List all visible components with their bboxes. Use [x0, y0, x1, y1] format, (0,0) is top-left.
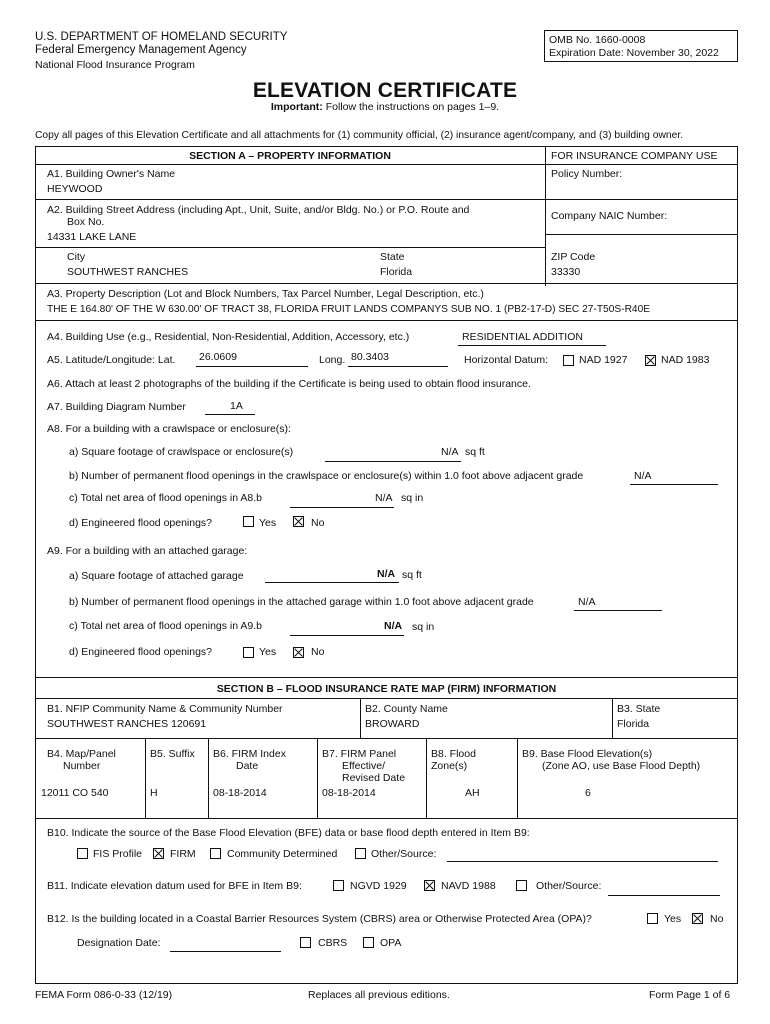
ngvd-1929-label: NGVD 1929 [350, 880, 407, 892]
a8a-crawlspace-sqft-field[interactable]: N/A [441, 446, 459, 458]
policy-number-label: Policy Number: [551, 168, 623, 180]
nad-1983-checkbox[interactable] [645, 355, 656, 366]
important-note [0, 101, 770, 113]
b8-label-cont: Zone(s) [431, 760, 468, 772]
form-title: ELEVATION CERTIFICATE [252, 79, 518, 102]
latitude-field[interactable]: 26.0609 [199, 351, 237, 363]
nad-1983-label: NAD 1983 [661, 354, 710, 366]
replaces-note: Replaces all previous editions. [308, 989, 450, 1001]
longitude-field[interactable]: 80.3403 [351, 351, 389, 363]
b4-label: B4. Map/Panel [47, 748, 116, 760]
cbrs-checkbox[interactable] [300, 937, 311, 948]
b11-label: B11. Indicate elevation datum used for BFE in Item B9: [47, 880, 302, 892]
b12-label: B12. Is the building located in a Coastal Barrier Resources System (CBRS) area or Otherwise Protected Area (OPA)? [47, 913, 592, 925]
form-number: FEMA Form 086-0-33 (12/19) [35, 989, 173, 1001]
city-field[interactable]: SOUTHWEST RANCHES [67, 266, 189, 278]
firm-checkbox[interactable] [153, 848, 164, 859]
opa-checkbox[interactable] [363, 937, 374, 948]
a9d-no-checkbox[interactable] [293, 647, 304, 658]
section-a-title: SECTION A – PROPERTY INFORMATION [189, 150, 391, 162]
a8b-label: b) Number of permanent flood openings in the crawlspace or enclosure(s) within 1.0 foot above adjacent grade [69, 470, 584, 482]
a3-label: A3. Property Description (Lot and Block Numbers, Tax Parcel Number, Legal Description, etc.) [47, 288, 484, 300]
zip-field[interactable]: 33330 [551, 266, 581, 278]
a9b-openings-field[interactable]: N/A [578, 596, 596, 608]
b7-label-cont2: Revised Date [342, 772, 406, 784]
navd-1988-checkbox[interactable] [424, 880, 435, 891]
b1-community-field[interactable]: SOUTHWEST RANCHES 120691 [47, 718, 207, 730]
b7-label-cont: Effective/ [342, 760, 385, 772]
a8d-yes-label: Yes [259, 517, 277, 529]
omb-box [544, 30, 738, 62]
a9a-label: a) Square footage of attached garage [69, 570, 244, 582]
a6-label: A6. Attach at least 2 photographs of the building if the Certificate is being used to obtain flood insurance. [47, 378, 531, 390]
a4-label: A4. Building Use (e.g., Residential, Non-Residential, Addition, Accessory, etc.) [47, 331, 410, 343]
a8c-net-area-field[interactable]: N/A [375, 492, 393, 504]
important-label: Important: [270, 101, 323, 113]
b4-label-cont: Number [63, 760, 101, 772]
b3-state-field[interactable]: Florida [617, 718, 650, 730]
a9c-label: c) Total net area of flood openings in A9.b [69, 620, 263, 632]
b8-flood-zone-field[interactable]: AH [465, 787, 480, 799]
a8c-unit: sq in [401, 492, 424, 504]
a8b-openings-field[interactable]: N/A [634, 470, 652, 482]
b9-bfe-field[interactable]: 6 [585, 787, 591, 799]
community-determined-checkbox[interactable] [210, 848, 221, 859]
b12-yes-checkbox[interactable] [647, 913, 658, 924]
cbrs-label: CBRS [318, 937, 348, 949]
agency-name: U.S. DEPARTMENT OF HOMELAND SECURITY [35, 31, 288, 43]
opa-label: OPA [380, 937, 402, 949]
ngvd-1929-checkbox[interactable] [333, 880, 344, 891]
city-label: City [67, 251, 86, 263]
b12-yes-label: Yes [664, 913, 682, 925]
navd-1988-label: NAVD 1988 [441, 880, 496, 892]
important-text: Follow the instructions on pages 1–9. [322, 101, 500, 113]
b7-firm-panel-date-field[interactable]: 08-18-2014 [322, 787, 376, 799]
naic-number-label: Company NAIC Number: [551, 210, 668, 222]
a9d-yes-checkbox[interactable] [243, 647, 254, 658]
b10-other-source-field[interactable] [447, 861, 718, 862]
a7-diagram-number-field[interactable]: 1A [230, 400, 243, 412]
b1-label: B1. NFIP Community Name & Community Number [47, 703, 283, 715]
b6-label-cont: Date [236, 760, 259, 772]
a1-label: A1. Building Owner's Name [47, 168, 176, 180]
b12-no-label: No [710, 913, 724, 925]
b5-suffix-field[interactable]: H [150, 787, 158, 799]
zip-label: ZIP Code [551, 251, 596, 263]
a2-street-address-field[interactable]: 14331 LAKE LANE [47, 231, 137, 243]
program-name: National Flood Insurance Program [35, 59, 195, 71]
agency-subname: Federal Emergency Management Agency [35, 44, 247, 56]
a1-owner-name-field[interactable]: HEYWOOD [47, 183, 103, 195]
b10-other-checkbox[interactable] [355, 848, 366, 859]
a8a-label: a) Square footage of crawlspace or enclosure(s) [69, 446, 294, 458]
fis-profile-checkbox[interactable] [77, 848, 88, 859]
designation-date-field[interactable] [170, 951, 281, 952]
b9-label: B9. Base Flood Elevation(s) [522, 748, 653, 760]
b11-other-label: Other/Source: [536, 880, 602, 892]
nad-1927-checkbox[interactable] [563, 355, 574, 366]
b2-label: B2. County Name [365, 703, 448, 715]
b5-label: B5. Suffix [150, 748, 195, 760]
b2-county-field[interactable]: BROWARD [365, 718, 420, 730]
b8-label: B8. Flood [431, 748, 476, 760]
a9c-unit: sq in [412, 621, 435, 633]
a5-label: A5. Latitude/Longitude: Lat. [47, 354, 176, 366]
section-b-title: SECTION B – FLOOD INSURANCE RATE MAP (FIRM) INFORMATION [216, 683, 557, 695]
fis-profile-label: FIS Profile [93, 848, 143, 860]
a8d-no-checkbox[interactable] [293, 516, 304, 527]
a8d-yes-checkbox[interactable] [243, 516, 254, 527]
b12-no-checkbox[interactable] [692, 913, 703, 924]
a8c-label: c) Total net area of flood openings in A8.b [69, 492, 263, 504]
b11-other-source-field[interactable] [608, 895, 720, 896]
a3-property-description-field[interactable]: THE E 164.80' OF THE W 630.00' OF TRACT 38, FLORIDA FRUIT LANDS COMPANYS SUB NO. 1 (PB2-17-D) SEC 27-T50S-R40E [47, 304, 651, 315]
a9b-label: b) Number of permanent flood openings in the attached garage within 1.0 foot above adjacent grade [69, 596, 534, 608]
a7-label: A7. Building Diagram Number [47, 401, 186, 413]
copy-note: Copy all pages of this Elevation Certificate and all attachments for (1) community official, (2) insurance agent/company, and (3) building owner. [35, 130, 684, 141]
a8a-unit: sq ft [465, 446, 485, 458]
a9-label: A9. For a building with an attached garage: [47, 545, 248, 557]
a9a-unit: sq ft [402, 569, 422, 581]
a4-building-use-field[interactable]: RESIDENTIAL ADDITION [462, 331, 583, 343]
page-number: Form Page 1 of 6 [649, 989, 731, 1001]
expiration-date: Expiration Date: November 30, 2022 [549, 47, 719, 59]
nad-1927-label: NAD 1927 [579, 354, 628, 366]
a2-label: A2. Building Street Address (including Apt., Unit, Suite, and/or Bldg. No.) or P.O. Route and [47, 204, 470, 216]
b10-label: B10. Indicate the source of the Base Flood Elevation (BFE) data or base flood depth entered in Item B9: [47, 827, 530, 839]
b6-label: B6. FIRM Index [213, 748, 286, 760]
a8d-label: d) Engineered flood openings? [69, 517, 213, 529]
b6-firm-index-date-field[interactable]: 08-18-2014 [213, 787, 267, 799]
state-field[interactable]: Florida [380, 266, 413, 278]
omb-number: OMB No. 1660-0008 [549, 34, 646, 46]
horizontal-datum-label: Horizontal Datum: [464, 354, 549, 366]
state-label: State [380, 251, 405, 263]
insurance-use-header: FOR INSURANCE COMPANY USE [551, 150, 718, 162]
b11-other-checkbox[interactable] [516, 880, 527, 891]
a9d-no-label: No [311, 646, 325, 658]
a2-label-cont: Box No. [67, 216, 105, 228]
b9-label-cont: (Zone AO, use Base Flood Depth) [542, 760, 701, 772]
firm-label: FIRM [170, 848, 196, 860]
b4-map-panel-field[interactable]: 12011 CO 540 [41, 787, 109, 799]
b10-other-label: Other/Source: [371, 848, 437, 860]
a9c-net-area-field[interactable]: N/A [384, 620, 403, 632]
community-determined-label: Community Determined [227, 848, 338, 860]
a8d-no-label: No [311, 517, 325, 529]
b7-label: B7. FIRM Panel [322, 748, 397, 760]
longitude-label: Long. [319, 354, 346, 366]
designation-date-label: Designation Date: [77, 937, 161, 949]
a9d-yes-label: Yes [259, 646, 277, 658]
a9a-garage-sqft-field[interactable]: N/A [377, 568, 396, 580]
a8-label: A8. For a building with a crawlspace or enclosure(s): [47, 423, 291, 435]
b3-label: B3. State [617, 703, 661, 715]
a9d-label: d) Engineered flood openings? [69, 646, 213, 658]
